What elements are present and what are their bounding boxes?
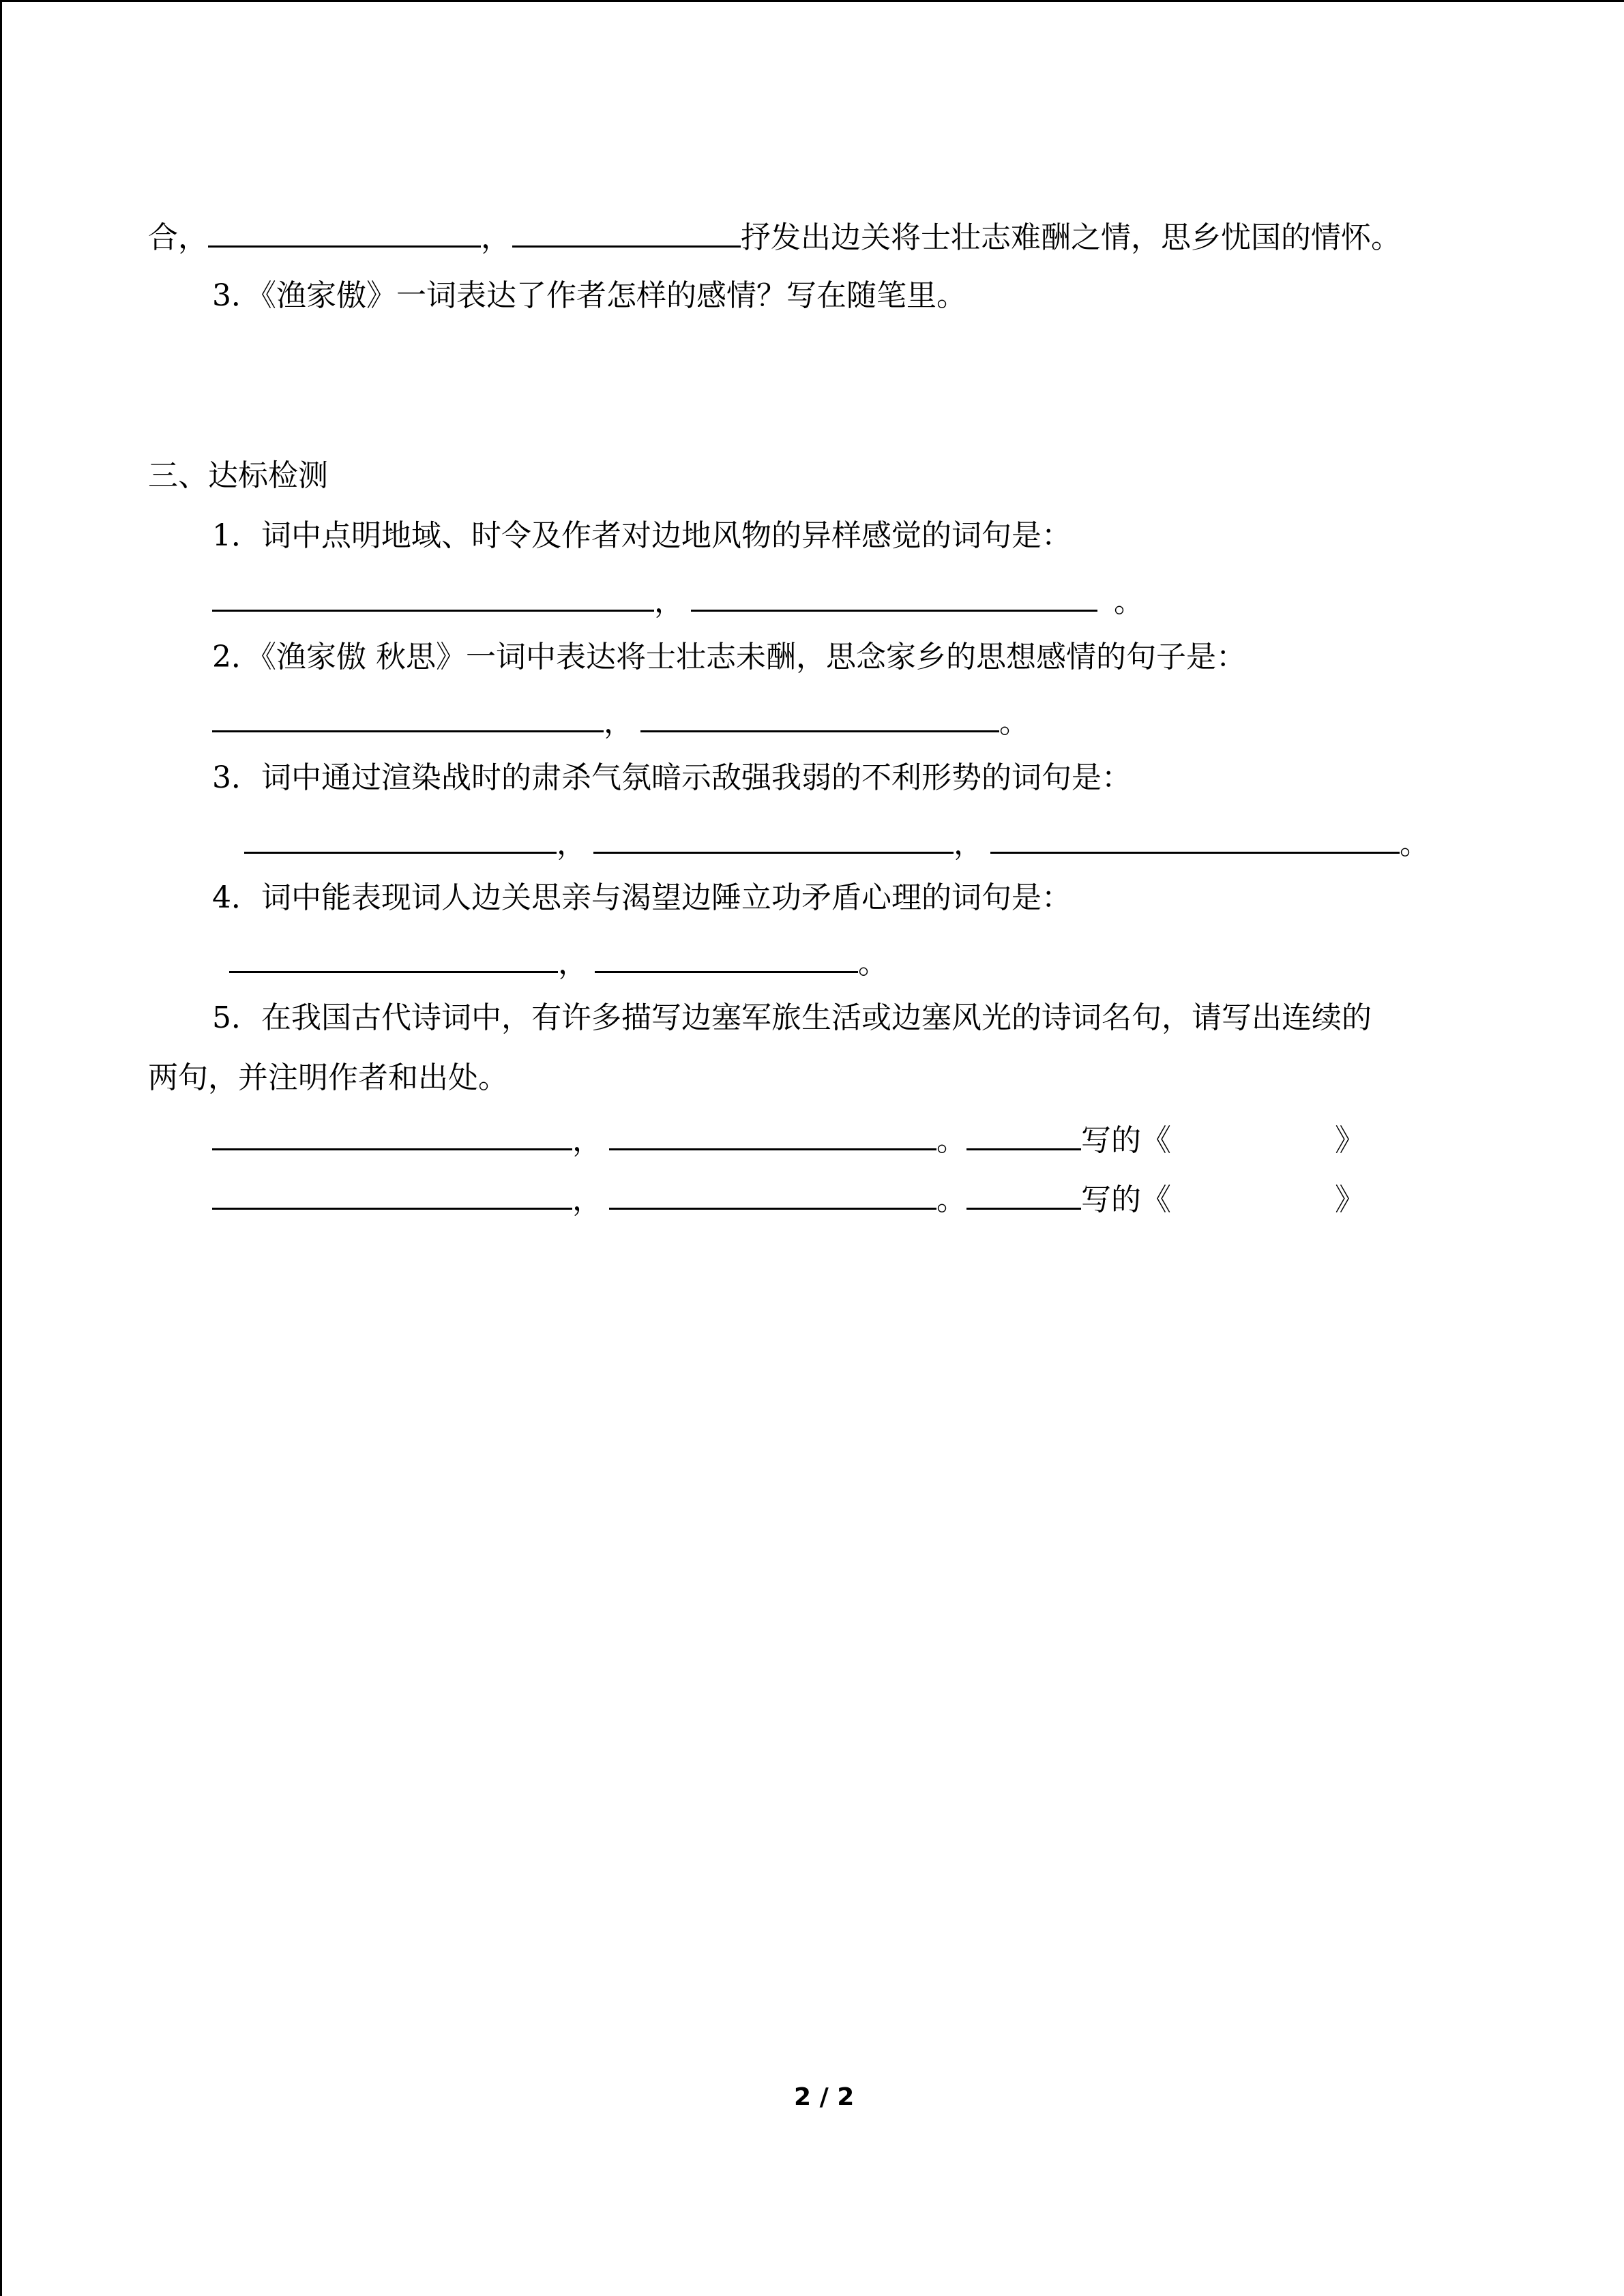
separator: ， bbox=[572, 1182, 602, 1217]
section-heading: 三、达标检测 bbox=[148, 458, 328, 493]
fill-line-1 bbox=[148, 215, 1401, 257]
text-he: 合， bbox=[148, 220, 208, 255]
page-number: 2 / 2 bbox=[794, 2083, 855, 2111]
separator: ， bbox=[481, 220, 511, 255]
answer-row-5b bbox=[212, 1178, 1365, 1219]
end-mark: 。 bbox=[936, 1182, 966, 1217]
question-4: 4．词中能表现词人边关思亲与渴望边陲立功矛盾心理的词句是： bbox=[212, 880, 1072, 915]
separator: ， bbox=[572, 1123, 602, 1158]
answer-blank[interactable] bbox=[691, 580, 1097, 612]
answer-blank[interactable] bbox=[212, 700, 604, 732]
answer-blank[interactable] bbox=[640, 700, 999, 732]
question-5: 5．在我国古代诗词中，有许多描写边塞军旅生活或边塞风光的诗词名句，请写出连续的 bbox=[212, 1000, 1372, 1035]
wrote-label: 写的《 bbox=[1081, 1123, 1171, 1158]
answer-row-4 bbox=[229, 941, 888, 983]
answer-blank[interactable] bbox=[229, 941, 558, 973]
answer-blank[interactable] bbox=[212, 1178, 572, 1210]
answer-blank[interactable] bbox=[609, 1118, 936, 1150]
answer-blank[interactable] bbox=[609, 1178, 936, 1210]
answer-blank[interactable] bbox=[512, 215, 741, 248]
answer-row-1 bbox=[212, 580, 1144, 621]
answer-blank[interactable] bbox=[595, 941, 858, 973]
separator: ， bbox=[604, 705, 634, 740]
question-line: 3．《渔家傲》一词表达了作者怎样的感情？写在随笔里。 bbox=[212, 278, 966, 313]
page-border-left bbox=[0, 0, 2, 2296]
text-tail: 抒发出边关将士壮志难酬之情，思乡忧国的情怀。 bbox=[741, 220, 1401, 255]
answer-row-2 bbox=[212, 700, 1029, 742]
answer-blank[interactable] bbox=[593, 822, 954, 854]
page-border-top bbox=[0, 0, 1624, 2]
wrote-label: 写的《 bbox=[1081, 1182, 1171, 1217]
question-1: 1．词中点明地域、时令及作者对边地风物的异样感觉的词句是： bbox=[212, 518, 1072, 553]
separator: ， bbox=[558, 946, 588, 981]
separator: ， bbox=[557, 826, 587, 861]
question-2: 2．《渔家傲 秋思》一词中表达将士壮志未酬，思念家乡的思想感情的句子是： bbox=[212, 640, 1246, 674]
question-3: 3．词中通过渲染战时的肃杀气氛暗示敌强我弱的不利形势的词句是： bbox=[212, 760, 1132, 795]
answer-blank[interactable] bbox=[212, 580, 654, 612]
end-mark: 。 bbox=[1114, 584, 1144, 619]
question-5-cont: 两句，并注明作者和出处。 bbox=[148, 1060, 508, 1095]
separator: ， bbox=[954, 826, 984, 861]
answer-blank[interactable] bbox=[244, 822, 557, 854]
end-mark: 。 bbox=[1400, 826, 1430, 861]
end-mark: 。 bbox=[999, 705, 1029, 740]
answer-blank[interactable] bbox=[208, 215, 481, 248]
title-close: 》 bbox=[1335, 1182, 1365, 1217]
title-close: 》 bbox=[1335, 1123, 1365, 1158]
answer-row-3 bbox=[244, 822, 1430, 863]
answer-blank[interactable] bbox=[212, 1118, 572, 1150]
end-mark: 。 bbox=[858, 946, 888, 981]
separator: ， bbox=[654, 584, 684, 619]
author-blank[interactable] bbox=[966, 1118, 1081, 1150]
author-blank[interactable] bbox=[966, 1178, 1081, 1210]
answer-blank[interactable] bbox=[990, 822, 1400, 854]
answer-row-5a bbox=[212, 1118, 1365, 1160]
end-mark: 。 bbox=[936, 1123, 966, 1158]
